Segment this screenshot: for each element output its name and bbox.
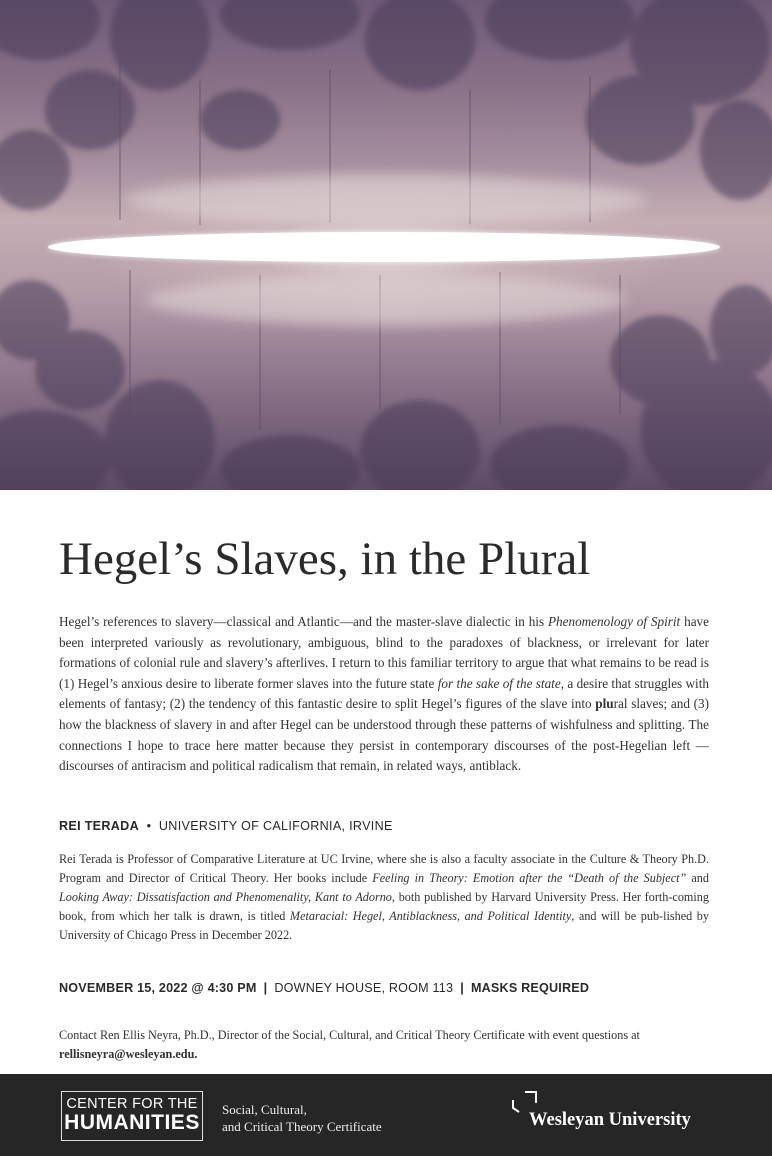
event-datetime: NOVEMBER 15, 2022 @ 4:30 PM (59, 981, 257, 995)
contact-info: Contact Ren Ellis Neyra, Ph.D., Director of the Social, Cultural, and Critical Theory Certificate with event questions at rellisneyra@wesleyan.edu. (59, 1028, 640, 1061)
speaker-name: REI TERADA (59, 819, 139, 833)
masks-notice: MASKS REQUIRED (470, 981, 590, 995)
event-location: DOWNEY HOUSE, ROOM 113 (274, 981, 454, 995)
speaker-line (59, 819, 393, 833)
speaker-affiliation: UNIVERSITY OF CALIFORNIA, IRVINE (158, 819, 393, 833)
speaker-bio: Rei Terada is Professor of Comparative Literature at UC Irvine, where she is also a faculty associate in the Culture & Theory Ph.D. Program and Director of Critical Theory. Her books include Feeling in Theory: Emotion after the “Death of the Subject” and Looking Away: Dissatisfaction and Phenomenality, Kant to Adorno, both published by Harvard University Press. Her forth-coming book, from which her talk is drawn, is titled Metaracial: Hegel, Antiblackness, and Political Identity, and will be pub-lished by University of Chicago Press in December 2022. (59, 852, 709, 942)
wesleyan-university-logo[interactable]: Wesleyan University (529, 1110, 691, 1130)
center-for-humanities-logo[interactable]: CENTER FOR THE HUMANITIES (61, 1091, 203, 1141)
separator: | (460, 981, 464, 995)
event-title: Hegel’s Slaves, in the Plural (59, 533, 591, 585)
separator: | (263, 981, 268, 995)
certificate-label: Social, Cultural, and Critical Theory Certificate (222, 1102, 382, 1134)
event-abstract: Hegel’s references to slavery—classical and Atlantic—and the master-slave dialectic in his Phenomenology of Spirit have been interpreted variously as revolutionary, ambiguous, blind to the paradoxes of blackness, or irrelevant for later formations of colonial rule and slavery’s afterlives. I return to this familiar territory to argue that what remains to be read is (1) Hegel’s anxious desire to liberate former slaves into the future state for the sake of the state, a desire that struggles with elements of fantasy; (2) the tendency of this fantastic desire to split Hegel’s figures of the slave into plural slaves; and (3) how the blackness of slavery in and after Hegel can be understood through these patterns of wishfulness and splitting. The connections I hope to trace here matter because they persist in contemporary discourses of the post-Hegelian left —discourses of antiracism and political radicalism that remain, in related ways, antiblack. (59, 614, 709, 774)
contact-email[interactable]: rellisneyra@wesleyan.edu. (59, 1047, 198, 1061)
hero-image (0, 0, 772, 490)
bullet: • (146, 819, 152, 833)
event-logistics (59, 981, 589, 995)
white-ellipse (48, 232, 720, 262)
